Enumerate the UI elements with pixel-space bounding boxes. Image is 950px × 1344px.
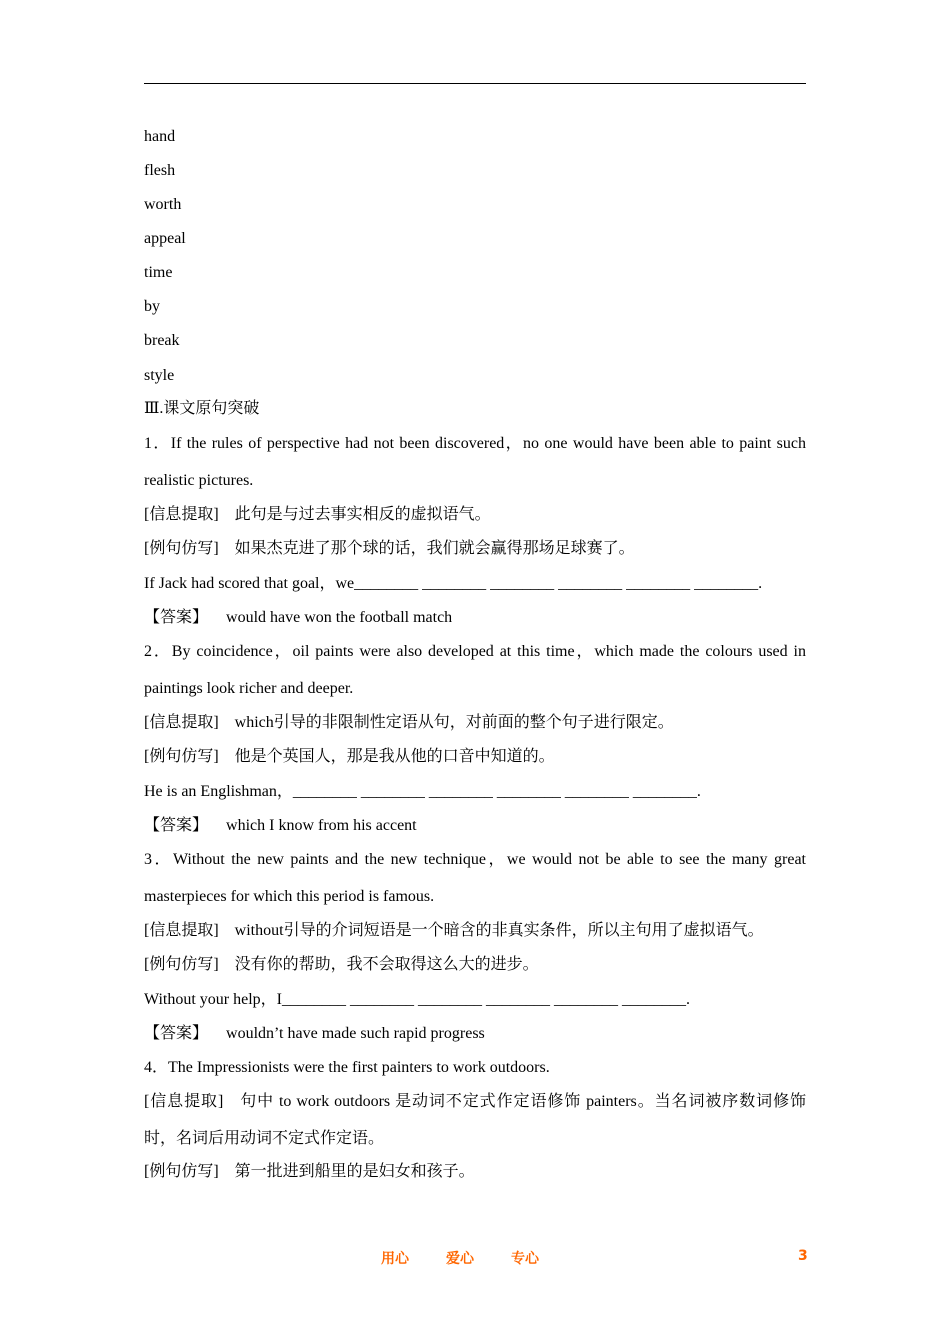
footer-motto-right: 专心 [511,1251,539,1267]
info-text-cont: 时，名词后用动词不定式作定语。 [144,1130,385,1147]
header-rule [144,83,806,84]
answer-label: 【答案】 [144,817,209,834]
example-text: 没有你的帮助，我不会取得这么大的进步。 [234,956,539,973]
info-label: [信息提取] [144,1093,224,1110]
sentence-line: realistic pictures. [144,472,254,489]
fill-blank-line: If Jack had scored that goal，we________ ________ ________ ________ ________ ________. [144,575,763,592]
info-label: [信息提取] [144,922,219,939]
example-label: [例句仿写] [144,956,219,973]
answer-row [144,816,417,836]
fill-blank-line: He is an Englishman，________ ________ ________ ________ ________ ________. [144,783,701,800]
word-item: break [144,332,180,349]
example-text: 如果杰克进了那个球的话，我们就会赢得那场足球赛了。 [234,540,635,557]
answer-row [144,1024,485,1044]
info-text: 此句是与过去事实相反的虚拟语气。 [234,506,491,523]
info-text: without引导的介词短语是一个暗含的非真实条件，所以主句用了虚拟语气。 [234,922,764,939]
example-row [144,747,555,767]
word-item: flesh [144,162,176,179]
example-label: [例句仿写] [144,540,219,557]
answer-label: 【答案】 [144,1025,209,1042]
info-row [144,921,764,941]
answer-text: which I know from his accent [226,817,417,834]
page-number: 3 [798,1248,808,1264]
footer-motto-middle: 爱心 [446,1251,474,1267]
word-item: time [144,264,173,281]
section-title: Ⅲ.课文原句突破 [144,400,260,417]
example-text: 他是个英国人，那是我从他的口音中知道的。 [234,748,555,765]
word-item: worth [144,196,182,213]
example-row [144,539,635,559]
info-label: [信息提取] [144,714,219,731]
info-text: which引导的非限制性定语从句，对前面的整个句子进行限定。 [234,714,674,731]
answer-text: wouldn’t have made such rapid progress [226,1025,485,1042]
answer-text: would have won the football match [226,609,453,626]
sentence-line: masterpieces for which this period is famous. [144,888,435,905]
word-item: hand [144,128,176,145]
word-item: by [144,298,160,315]
page-footer [0,1248,950,1268]
sentence-line: 1．If the rules of perspective had not been discovered，no one would have been able to paint such [144,435,806,452]
info-row [144,713,674,733]
info-row [144,505,491,525]
word-item: style [144,367,175,384]
info-label: [信息提取] [144,506,219,523]
answer-row [144,608,452,628]
sentence-line: paintings look richer and deeper. [144,680,354,697]
sentence-line: 3．Without the new paints and the new technique，we would not be able to see the many great [144,851,806,868]
sentence-line: 2．By coincidence，oil paints were also developed at this time，which made the colours used in [144,643,806,660]
example-row [144,955,539,975]
fill-blank-line: Without your help，I________ ________ ________ ________ ________ ________. [144,991,690,1008]
info-row [144,1092,806,1112]
word-item: appeal [144,230,186,247]
example-label: [例句仿写] [144,1163,219,1180]
sentence-line: 4．The Impressionists were the first painters to work outdoors. [144,1059,550,1076]
example-row [144,1162,475,1182]
example-text: 第一批进到船里的是妇女和孩子。 [234,1163,475,1180]
info-text: 句中 to work outdoors 是动词不定式作定语修饰 painters。当名词被序数词修饰 [239,1093,806,1110]
example-label: [例句仿写] [144,748,219,765]
footer-motto-left: 用心 [381,1251,409,1267]
answer-label: 【答案】 [144,609,209,626]
